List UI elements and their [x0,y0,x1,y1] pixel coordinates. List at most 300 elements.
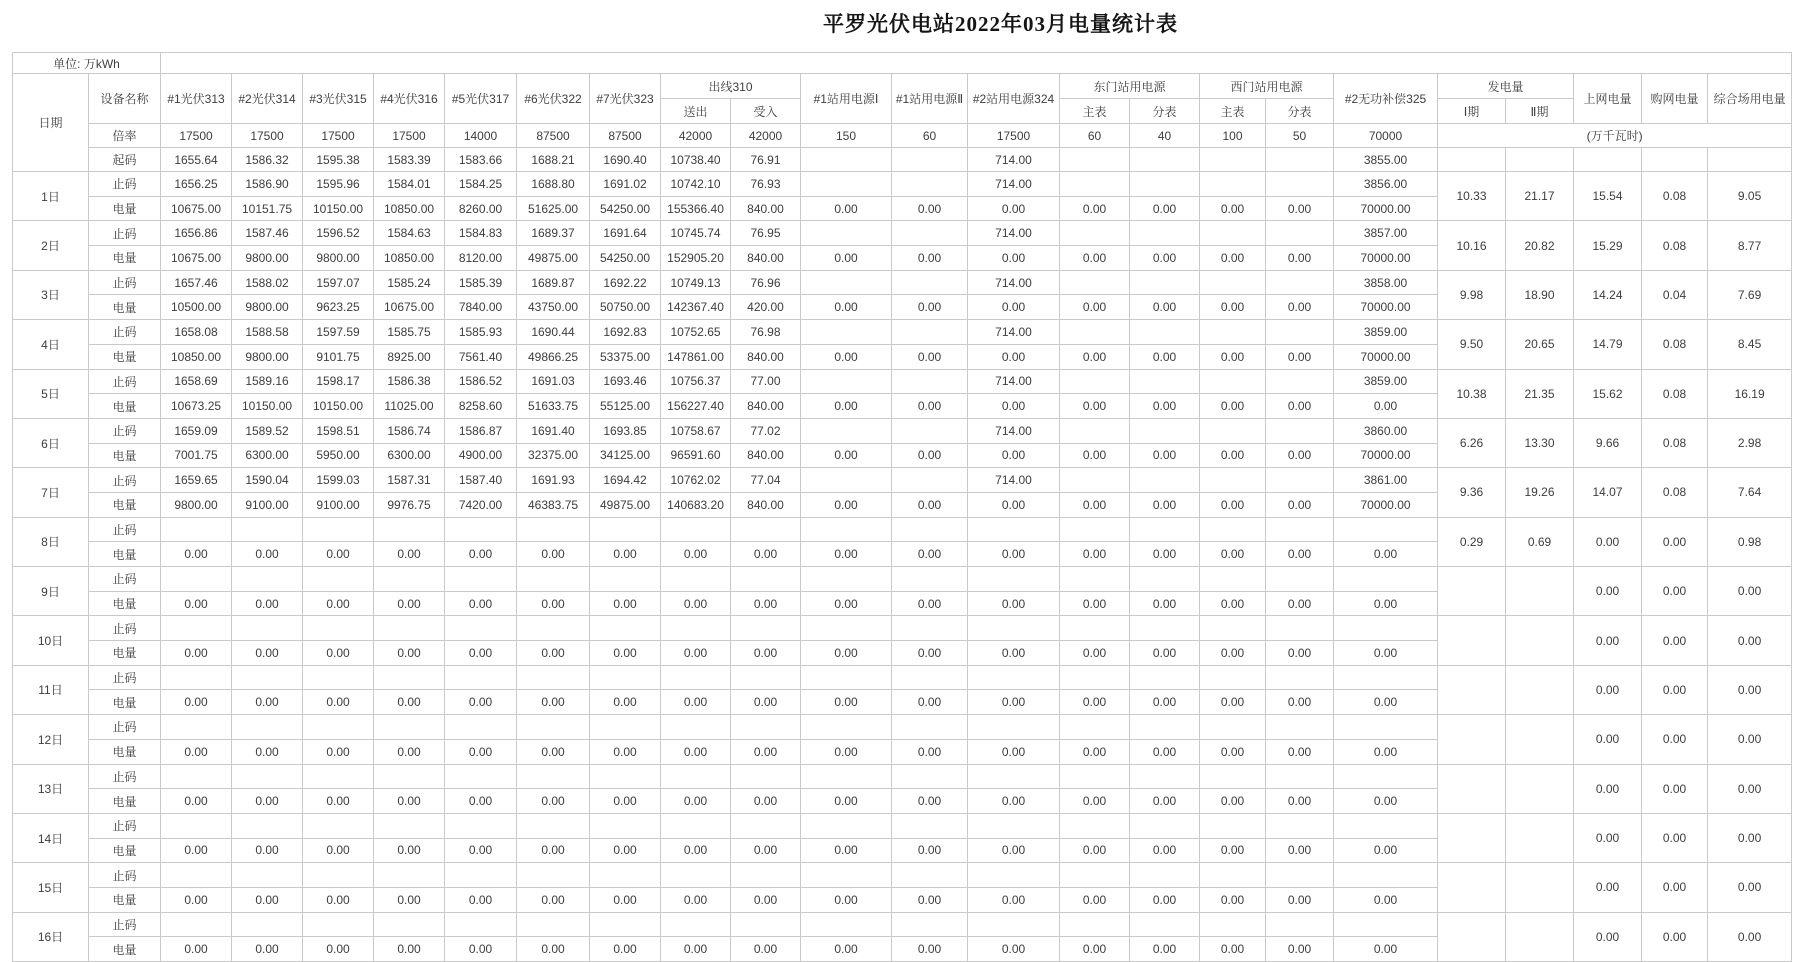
energy-value: 0.00 [661,690,731,715]
grid-purchase-value: 0.00 [1642,567,1708,616]
initial-empty-cell [1642,148,1708,172]
stop-reading-value: 714.00 [968,270,1060,295]
initial-empty-cell [1438,148,1506,172]
initial-value [1060,148,1130,172]
energy-value: 0.00 [445,937,517,962]
gen-phase2-value: 19.26 [1506,468,1574,517]
energy-value: 9800.00 [161,492,232,517]
grid-export-value: 15.29 [1574,221,1642,270]
day-label: 8日 [13,517,89,566]
stop-reading-value [968,517,1060,542]
energy-value: 0.00 [161,937,232,962]
grid-export-value: 15.54 [1574,172,1642,221]
initial-empty-cell [1506,148,1574,172]
station2-power-header: #2站用电源324 [968,74,1060,124]
gen-phase1-value: 10.16 [1438,221,1506,270]
energy-value: 0.00 [1334,641,1438,666]
initial-value: 714.00 [968,148,1060,172]
gen-phase2-value [1506,665,1574,714]
day-label: 9日 [13,567,89,616]
day-label: 14日 [13,813,89,862]
stop-reading-value: 3860.00 [1334,418,1438,443]
stop-reading-value [731,863,801,888]
stop-reading-value: 1691.40 [517,418,590,443]
stop-reading-value [1130,863,1200,888]
stop-row-label: 止码 [89,715,161,740]
energy-row-label: 电量 [89,591,161,616]
energy-value: 0.00 [232,542,303,567]
stop-reading-value [1266,813,1334,838]
energy-value: 70000.00 [1334,492,1438,517]
stop-reading-value [1200,320,1266,345]
stop-reading-value [1200,567,1266,592]
energy-value: 0.00 [968,492,1060,517]
energy-value: 0.00 [1060,492,1130,517]
stop-reading-value [801,616,892,641]
day-label: 4日 [13,320,89,369]
stop-reading-value [892,715,968,740]
stop-reading-value: 10749.13 [661,270,731,295]
energy-value: 0.00 [232,591,303,616]
stop-reading-value [731,616,801,641]
energy-value: 0.00 [731,937,801,962]
generation-unit-note: (万千瓦时) [1438,124,1792,148]
energy-value: 0.00 [892,295,968,320]
stop-reading-value: 1584.83 [445,221,517,246]
initial-value: 1655.64 [161,148,232,172]
energy-value: 0.00 [1060,246,1130,271]
multiplier-value: 42000 [661,124,731,148]
station-total-use-value: 7.69 [1708,270,1792,319]
stop-reading-value: 714.00 [968,172,1060,197]
stop-reading-value [1130,418,1200,443]
stop-reading-value [161,616,232,641]
energy-value: 0.00 [374,887,445,912]
energy-value: 0.00 [1266,394,1334,419]
stop-reading-value [590,715,661,740]
stop-reading-value: 3859.00 [1334,320,1438,345]
stop-reading-value [590,912,661,937]
energy-value: 0.00 [892,542,968,567]
energy-value: 0.00 [801,838,892,863]
gen-phase2-value [1506,912,1574,961]
stop-reading-value [232,567,303,592]
stop-reading-value [374,616,445,641]
energy-value: 5950.00 [303,443,374,468]
energy-value: 0.00 [892,394,968,419]
stop-reading-value [968,616,1060,641]
day-label: 13日 [13,764,89,813]
energy-value: 0.00 [1200,295,1266,320]
stop-reading-value [1266,764,1334,789]
energy-value: 0.00 [517,937,590,962]
energy-value: 0.00 [517,591,590,616]
stop-reading-value [1334,912,1438,937]
grid-export-value: 0.00 [1574,567,1642,616]
energy-value: 8260.00 [445,196,517,221]
stop-reading-value [161,665,232,690]
day-label: 7日 [13,468,89,517]
energy-value: 10673.25 [161,394,232,419]
energy-value: 6300.00 [232,443,303,468]
energy-value: 0.00 [1060,739,1130,764]
energy-value: 7001.75 [161,443,232,468]
stop-row-label: 止码 [89,468,161,493]
energy-value: 0.00 [892,887,968,912]
energy-row-label: 电量 [89,690,161,715]
stop-reading-value [590,813,661,838]
energy-value: 0.00 [801,295,892,320]
energy-value: 0.00 [1266,246,1334,271]
stop-reading-value [731,517,801,542]
energy-value: 0.00 [801,739,892,764]
stop-reading-value: 1586.52 [445,369,517,394]
gen-phase2-value: 20.82 [1506,221,1574,270]
energy-value: 9623.25 [303,295,374,320]
stop-reading-value: 1585.24 [374,270,445,295]
grid-purchase-value: 0.00 [1642,715,1708,764]
stop-reading-value [892,418,968,443]
energy-value: 0.00 [590,937,661,962]
energy-value: 0.00 [968,394,1060,419]
energy-value: 0.00 [801,394,892,419]
multiplier-value: 14000 [445,124,517,148]
energy-value: 0.00 [892,246,968,271]
energy-row-label: 电量 [89,641,161,666]
energy-value: 0.00 [661,641,731,666]
initial-value: 1586.32 [232,148,303,172]
gen-phase2-value [1506,863,1574,912]
stop-reading-value [374,863,445,888]
stop-reading-value [801,221,892,246]
stop-reading-value [590,517,661,542]
energy-value: 8925.00 [374,344,445,369]
station-total-use-value: 0.00 [1708,616,1792,665]
energy-value: 0.00 [661,887,731,912]
energy-row-label: 电量 [89,295,161,320]
energy-value: 0.00 [968,838,1060,863]
stop-reading-value [801,665,892,690]
stop-reading-value: 3861.00 [1334,468,1438,493]
stop-reading-value: 10758.67 [661,418,731,443]
energy-value: 142367.40 [661,295,731,320]
stop-reading-value [801,468,892,493]
grid-purchase-value: 0.08 [1642,221,1708,270]
energy-value: 0.00 [1130,641,1200,666]
day-label: 5日 [13,369,89,418]
stop-reading-value: 1596.52 [303,221,374,246]
station-total-use-value: 7.64 [1708,468,1792,517]
stop-reading-value [1130,468,1200,493]
initial-value: 76.91 [731,148,801,172]
energy-value: 0.00 [801,591,892,616]
stop-reading-value: 1598.17 [303,369,374,394]
stop-reading-value [731,567,801,592]
energy-value: 0.00 [731,542,801,567]
grid-purchase-value: 0.08 [1642,418,1708,467]
energy-value: 0.00 [892,690,968,715]
stop-reading-value: 1659.09 [161,418,232,443]
stop-reading-value [374,665,445,690]
energy-value: 0.00 [1266,492,1334,517]
energy-value: 0.00 [892,739,968,764]
energy-value: 0.00 [445,838,517,863]
energy-value: 0.00 [1060,394,1130,419]
stop-reading-value [661,863,731,888]
energy-value: 0.00 [303,690,374,715]
energy-row-label: 电量 [89,196,161,221]
stop-reading-value [1266,270,1334,295]
energy-value: 7840.00 [445,295,517,320]
grid-export-value: 15.62 [1574,369,1642,418]
stop-row-label: 止码 [89,665,161,690]
energy-value: 147861.00 [661,344,731,369]
stop-reading-value [1060,468,1130,493]
station-total-use-value: 0.00 [1708,813,1792,862]
grid-export-value: 0.00 [1574,912,1642,961]
energy-value: 46383.75 [517,492,590,517]
gen-phase1-value [1438,813,1506,862]
energy-row-label: 电量 [89,789,161,814]
energy-row-label: 电量 [89,492,161,517]
stop-reading-value [1200,912,1266,937]
energy-value: 10150.00 [232,394,303,419]
gen-phase1-value: 9.36 [1438,468,1506,517]
stop-row-label: 止码 [89,813,161,838]
energy-value: 0.00 [445,789,517,814]
energy-value: 0.00 [892,591,968,616]
multiplier-value: 60 [892,124,968,148]
grid-export-value: 0.00 [1574,715,1642,764]
energy-value: 0.00 [517,542,590,567]
energy-value: 0.00 [1266,838,1334,863]
stop-reading-value: 1589.52 [232,418,303,443]
stop-reading-value [892,912,968,937]
energy-value: 0.00 [1200,443,1266,468]
day-label: 10日 [13,616,89,665]
stop-reading-value [303,813,374,838]
stop-row-label: 止码 [89,912,161,937]
stop-reading-value [161,517,232,542]
outgoing-line-header: 出线310 [661,74,801,99]
energy-value: 10500.00 [161,295,232,320]
stop-reading-value [517,517,590,542]
grid-export-value: 0.00 [1574,665,1642,714]
grid-purchase-value: 0.00 [1642,813,1708,862]
energy-value: 0.00 [1266,542,1334,567]
station1-power1-header: #1站用电源Ⅰ [801,74,892,124]
initial-value: 1595.38 [303,148,374,172]
gen-phase1-value [1438,912,1506,961]
stop-reading-value [661,616,731,641]
energy-value: 0.00 [801,443,892,468]
energy-value: 0.00 [1200,196,1266,221]
stop-reading-value [1060,221,1130,246]
stop-reading-value: 1587.46 [232,221,303,246]
stop-reading-value: 1597.07 [303,270,374,295]
stop-reading-value [303,764,374,789]
energy-value: 10850.00 [374,246,445,271]
energy-value: 0.00 [1266,196,1334,221]
energy-value: 43750.00 [517,295,590,320]
stop-reading-value [801,270,892,295]
energy-value: 0.00 [731,838,801,863]
statistics-table [12,52,1792,962]
stop-reading-value [892,567,968,592]
energy-value: 0.00 [1266,739,1334,764]
stop-reading-value: 1691.02 [590,172,661,197]
gen-phase1-value: 9.98 [1438,270,1506,319]
energy-row-label: 电量 [89,394,161,419]
stop-reading-value [661,764,731,789]
energy-value: 0.00 [1130,789,1200,814]
stop-reading-value [303,665,374,690]
stop-reading-value: 714.00 [968,418,1060,443]
stop-reading-value: 1657.46 [161,270,232,295]
day-label: 16日 [13,912,89,961]
sent-subheader: 送出 [661,99,731,124]
energy-value: 7561.40 [445,344,517,369]
energy-value: 9800.00 [232,246,303,271]
stop-reading-value [590,616,661,641]
stop-reading-value [517,912,590,937]
multiplier-value: 17500 [161,124,232,148]
stop-reading-value [1130,320,1200,345]
stop-reading-value [517,616,590,641]
stop-reading-value [1266,320,1334,345]
energy-value: 0.00 [374,937,445,962]
stop-reading-value [1060,270,1130,295]
energy-value: 34125.00 [590,443,661,468]
stop-reading-value [1266,567,1334,592]
energy-value: 0.00 [303,789,374,814]
stop-reading-value [517,813,590,838]
stop-reading-value [1200,517,1266,542]
gen-phase2-value: 21.35 [1506,369,1574,418]
energy-value: 0.00 [1130,492,1200,517]
stop-row-label: 止码 [89,418,161,443]
grid-purchase-value: 0.00 [1642,517,1708,566]
energy-value: 0.00 [232,739,303,764]
energy-row-label: 电量 [89,838,161,863]
energy-value: 0.00 [968,887,1060,912]
stop-reading-value: 1587.31 [374,468,445,493]
energy-value: 0.00 [232,937,303,962]
stop-reading-value [374,813,445,838]
stop-reading-value [161,912,232,937]
station-total-use-value: 8.45 [1708,320,1792,369]
energy-value: 0.00 [661,937,731,962]
multiplier-value: 50 [1266,124,1334,148]
stop-reading-value [968,567,1060,592]
energy-value: 0.00 [1334,591,1438,616]
energy-value: 0.00 [1266,295,1334,320]
stop-reading-value [517,764,590,789]
energy-value: 0.00 [968,641,1060,666]
stop-reading-value [1060,517,1130,542]
energy-value: 0.00 [1334,394,1438,419]
energy-value: 0.00 [731,641,801,666]
stop-reading-value [303,715,374,740]
stop-reading-value: 1690.44 [517,320,590,345]
multiplier-value: 100 [1200,124,1266,148]
energy-value: 70000.00 [1334,295,1438,320]
stop-reading-value [661,517,731,542]
energy-value: 0.00 [731,789,801,814]
stop-reading-value: 1658.08 [161,320,232,345]
stop-row-label: 止码 [89,270,161,295]
energy-value: 0.00 [731,887,801,912]
energy-value: 70000.00 [1334,443,1438,468]
stop-reading-value: 1584.25 [445,172,517,197]
energy-value: 840.00 [731,443,801,468]
page-title: 平罗光伏电站2022年03月电量统计表 [823,12,1178,36]
energy-value: 8120.00 [445,246,517,271]
stop-reading-value [731,665,801,690]
stop-reading-value [1200,468,1266,493]
stop-reading-value [801,418,892,443]
energy-value: 0.00 [374,690,445,715]
stop-reading-value [1266,468,1334,493]
multiplier-value: 17500 [968,124,1060,148]
stop-reading-value: 714.00 [968,320,1060,345]
stop-reading-value [303,863,374,888]
stop-reading-value [517,665,590,690]
stop-reading-value [161,567,232,592]
day-label: 6日 [13,418,89,467]
stop-reading-value [445,863,517,888]
stop-reading-value [801,764,892,789]
stop-reading-value: 1692.83 [590,320,661,345]
station-total-use-value: 0.00 [1708,567,1792,616]
energy-value: 0.00 [1334,542,1438,567]
stop-reading-value: 1588.58 [232,320,303,345]
initial-empty-cell [1708,148,1792,172]
energy-value: 0.00 [590,690,661,715]
energy-value: 0.00 [661,542,731,567]
energy-value: 0.00 [1060,443,1130,468]
energy-row-label: 电量 [89,443,161,468]
energy-value: 0.00 [1200,246,1266,271]
stop-reading-value [1060,715,1130,740]
station-total-use-header: 综合场用电量 [1708,74,1792,124]
stop-reading-value [232,813,303,838]
gen-phase2-value: 13.30 [1506,418,1574,467]
stop-reading-value [801,517,892,542]
gen-phase1-value [1438,863,1506,912]
energy-value: 0.00 [374,739,445,764]
energy-value: 0.00 [1266,443,1334,468]
station-total-use-value: 0.98 [1708,517,1792,566]
stop-reading-value: 1584.63 [374,221,445,246]
gen-phase1-value: 9.50 [1438,320,1506,369]
stop-reading-value [801,172,892,197]
stop-reading-value [374,567,445,592]
east-gate-power-header: 东门站用电源 [1060,74,1200,99]
energy-value: 8258.60 [445,394,517,419]
energy-value: 6300.00 [374,443,445,468]
energy-value: 0.00 [968,344,1060,369]
stop-reading-value [1060,863,1130,888]
energy-value: 0.00 [1200,591,1266,616]
station-total-use-value: 0.00 [1708,665,1792,714]
gen-phase2-value [1506,813,1574,862]
energy-value: 152905.20 [661,246,731,271]
stop-reading-value: 1588.02 [232,270,303,295]
energy-value: 0.00 [968,443,1060,468]
grid-export-value: 14.79 [1574,320,1642,369]
day-label: 3日 [13,270,89,319]
